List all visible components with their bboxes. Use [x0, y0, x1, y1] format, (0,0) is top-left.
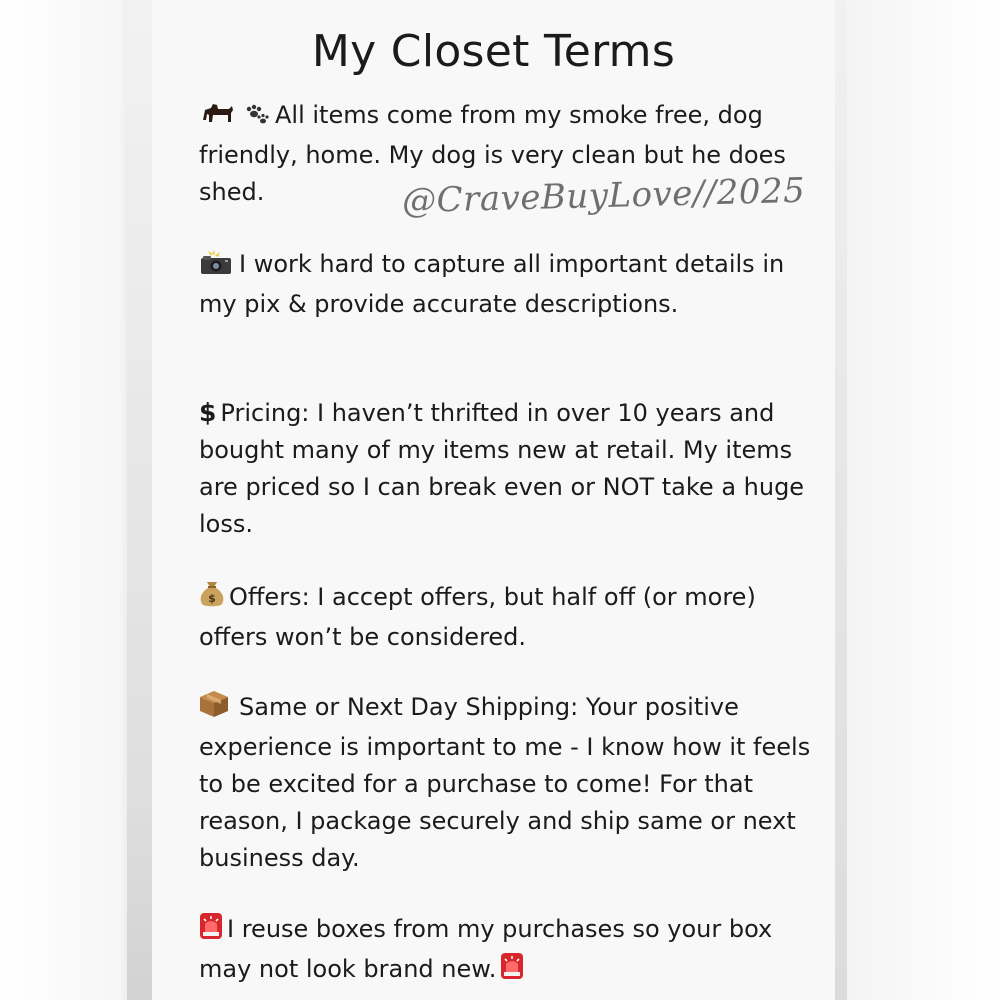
closet-terms-card [152, 0, 835, 1000]
right-edge-shadow [835, 0, 847, 1000]
siren-icon [199, 912, 223, 951]
section-text: Pricing: I haven’t thrifted in over 10 years and bought many of my items new at retail. My items are priced so I can break even or NOT take a huge loss. [199, 399, 805, 538]
watermark-handle: @CraveBuyLove//2025 [401, 170, 806, 222]
package-icon [199, 690, 229, 729]
dog-paws-icon [199, 100, 269, 137]
terms-section-shipping [199, 689, 819, 877]
svg-text:$: $ [208, 592, 216, 605]
terms-section-offers [199, 579, 819, 656]
left-edge-shadow [127, 0, 155, 1000]
section-text: I work hard to capture all important details in my pix & provide accurate descriptions. [199, 250, 785, 318]
section-text: Offers: I accept offers, but half off (or more) offers won’t be considered. [199, 583, 756, 651]
section-text: Same or Next Day Shipping: Your positive experience is important to me - I know how it feels to be excited for a purchase to come! For that reason, I package securely and ship same or next business day. [199, 693, 811, 872]
section-text: I reuse boxes from my purchases so your box may not look brand new. [199, 915, 773, 983]
money-bag-icon [199, 580, 225, 619]
terms-section-photos [199, 246, 819, 323]
section-text: All items come from my smoke free, dog friendly, home. My dog is very clean but he does shed. [199, 101, 786, 206]
dollar-sign-icon: $ [199, 398, 217, 427]
camera-flash-icon [199, 249, 233, 286]
terms-section-boxes [199, 911, 819, 991]
page-title: My Closet Terms [311, 26, 676, 77]
siren-icon [500, 952, 524, 991]
terms-section-pricing [199, 394, 819, 543]
